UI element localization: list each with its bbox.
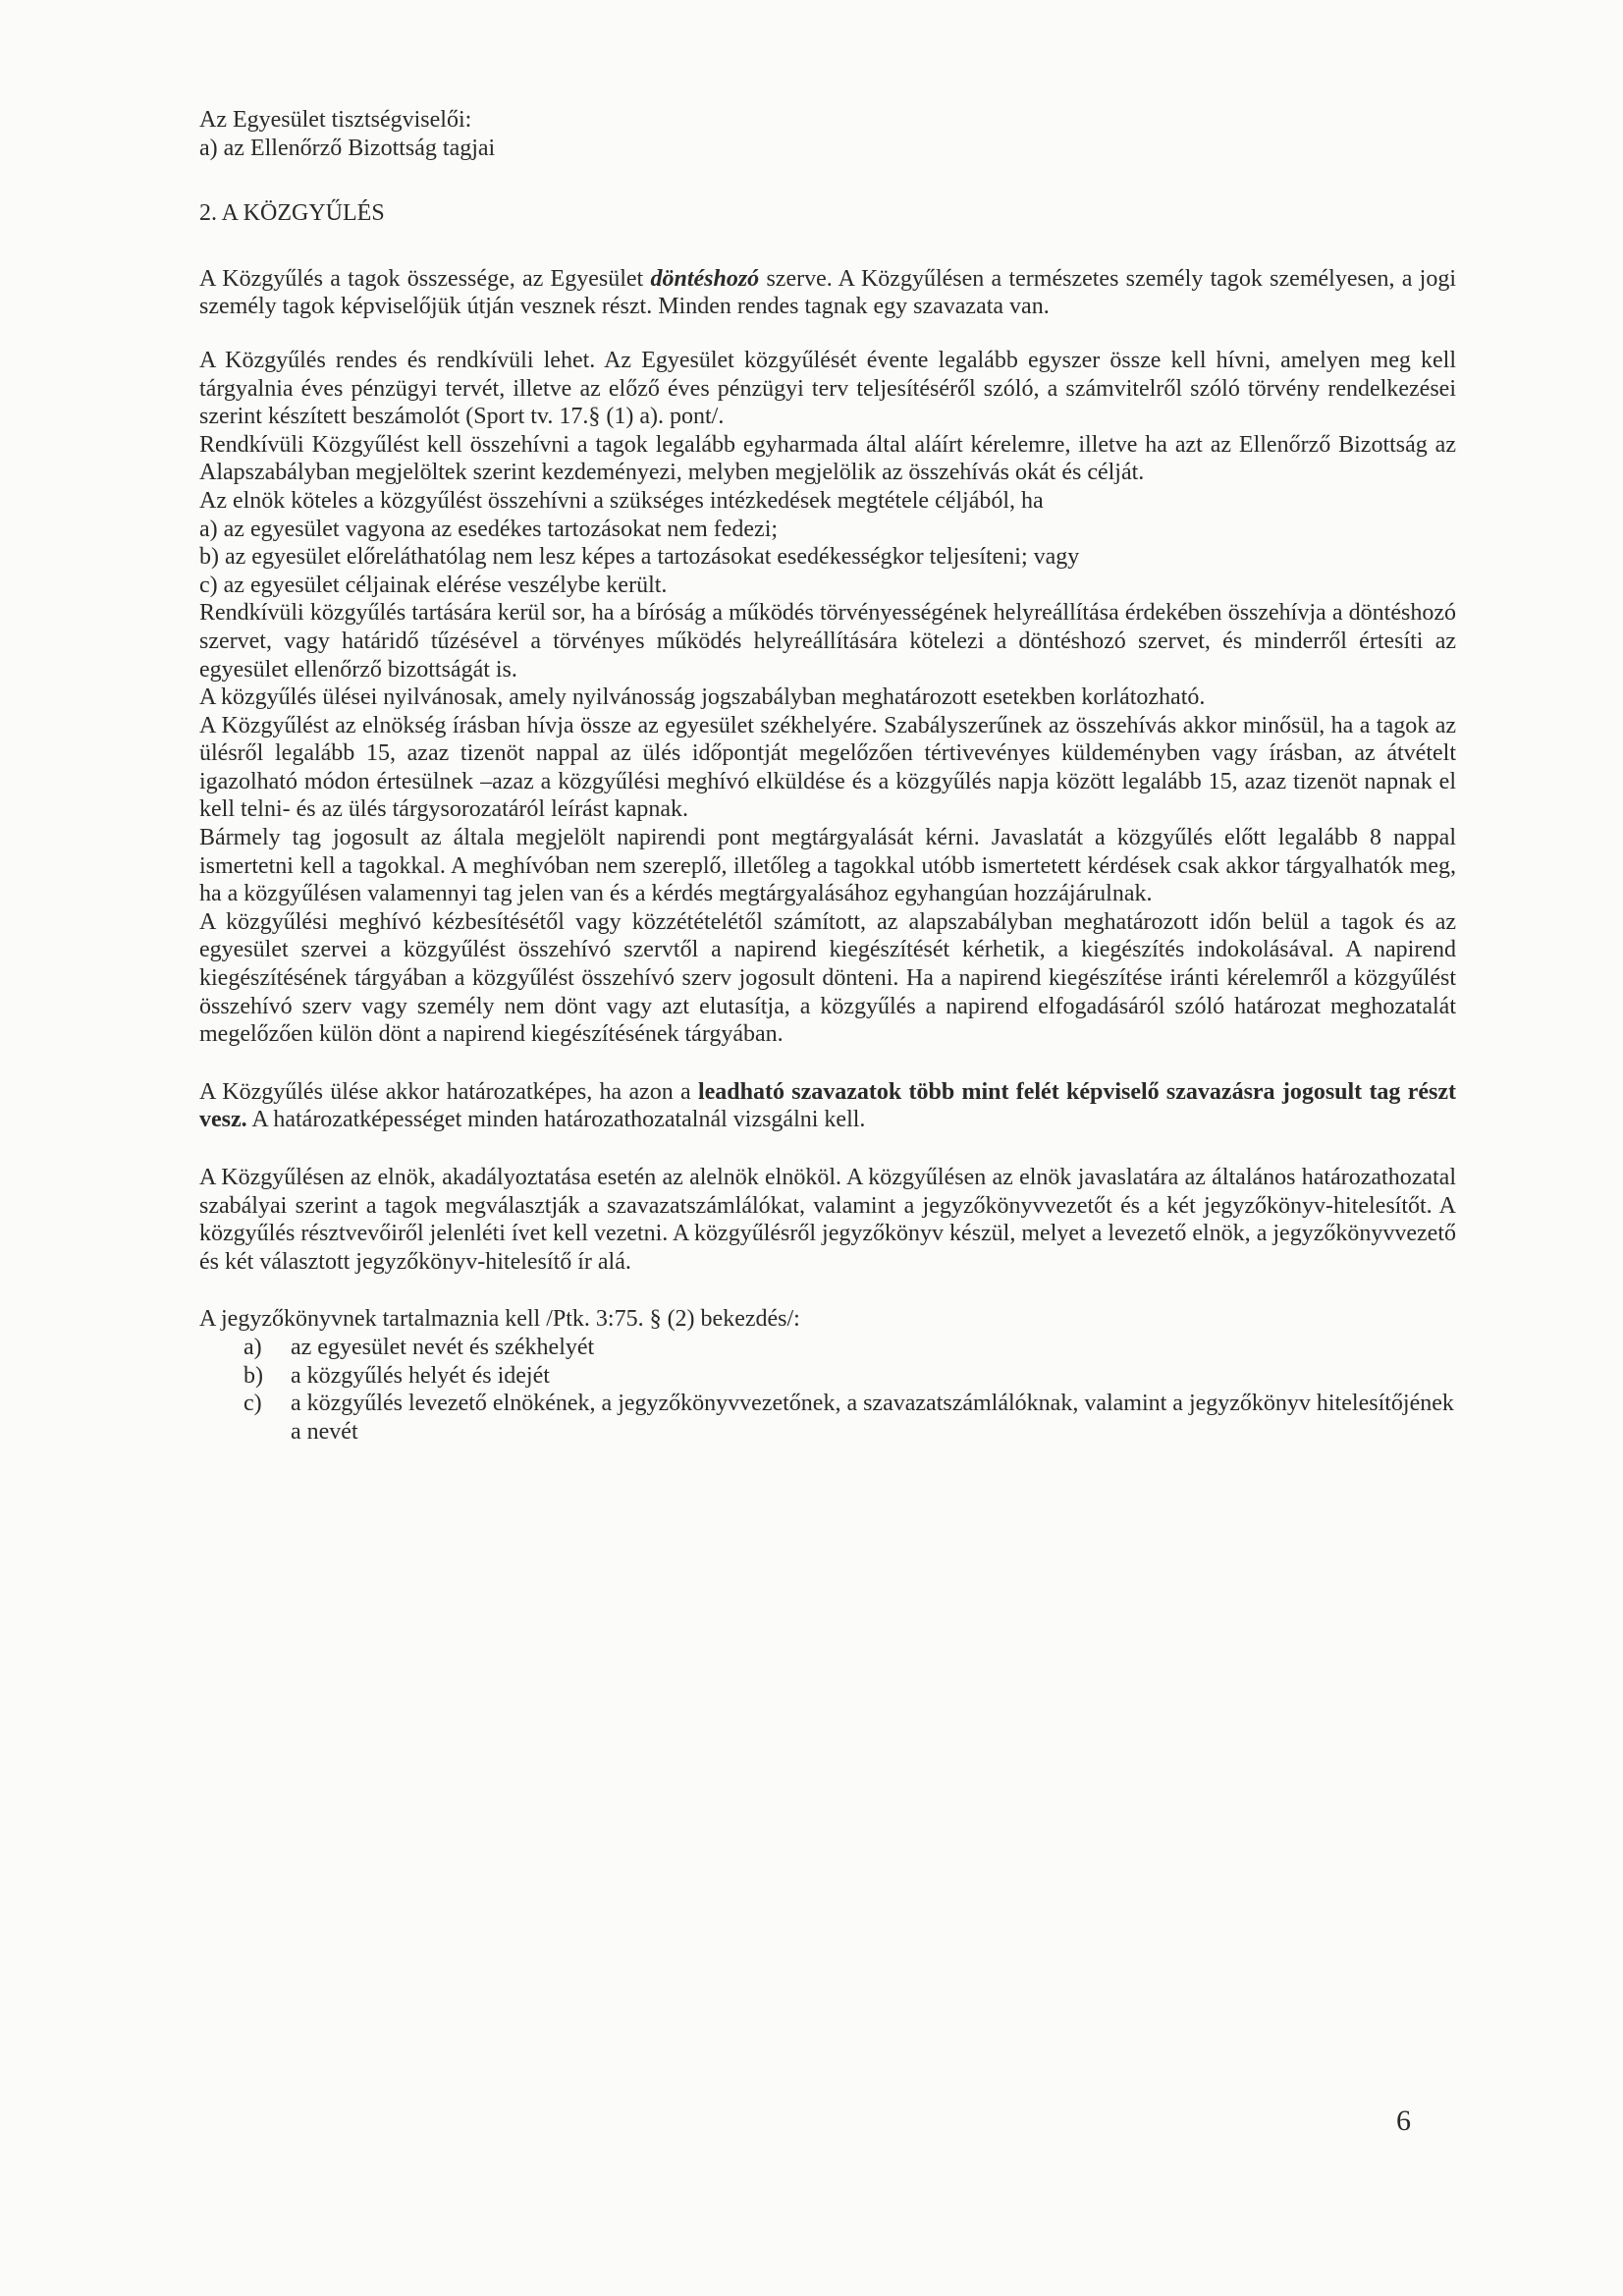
paragraph-8: Bármely tag jogosult az általa megjelölt napirendi pont megtárgyalását kérni. Javaslatát a közgyűlés előtt legalább 8 nappal ismertetni kell a tagokkal. A meghívóban nem szereplő, illetőleg a tagokkal utóbb ismertetett kérdések csak akkor tárgyalhatók meg, ha a közgyűlésen valamennyi tag jelen van és a kérdés megtárgyalásához egyhangúan hozzájárulnak.: [199, 825, 1456, 907]
paragraph-4-item-c: c) az egyesület céljainak elérése veszélybe került.: [199, 572, 668, 598]
list-item-text: a közgyűlés helyét és idejét: [291, 1362, 550, 1389]
list-item: [199, 1334, 1456, 1362]
paragraph-1-emphasis: döntéshozó: [650, 265, 760, 292]
document-body: [199, 106, 1456, 1446]
list-item-text: az egyesület nevét és székhelyét: [291, 1334, 595, 1360]
header-line-2: a) az Ellenőrző Bizottság tagjai: [199, 135, 496, 161]
paragraph-10-post: A határozatképességet minden határozathozatalnál vizsgálni kell.: [246, 1107, 866, 1133]
paragraph-7: A Közgyűlést az elnökség írásban hívja össze az egyesület székhelyére. Szabályszerűnek az összehívás akkor minősül, ha a tagok az ülésről legalább 15, azaz tizenöt nappal az ülés időpontját megelőzően tértivevényes küldeményben vagy írásban, az átvételt igazolható módon értesülnek –azaz a közgyűlési meghívó elküldése és a közgyűlés napja között legalább 15, azaz tizenöt napnak el kell telni- és az ülés tárgysorozatáról leírást kapnak.: [199, 712, 1456, 823]
paragraph-12-intro: A jegyzőkönyvnek tartalmaznia kell /Ptk. 3:75. § (2) bekezdés/:: [199, 1306, 800, 1333]
list-item: [199, 1362, 1456, 1391]
paragraph-1-pre: A Közgyűlés a tagok összessége, az Egyesület: [199, 265, 651, 292]
paragraph-4-item-b: b) az egyesület előreláthatólag nem lesz képes a tartozásokat esedékességkor teljesíteni; vagy: [199, 544, 1080, 571]
page-number: 6: [1396, 2105, 1411, 2137]
paragraph-3: Rendkívüli Közgyűlést kell összehívni a tagok legalább egyharmada által aláírt kérelemre, illetve ha azt az Ellenőrző Bizottság az Alapszabályban megjelöltek szerint kezdeményezi, melyben megjelölik az összehívás okát és célját.: [199, 431, 1456, 486]
paragraph-2: A Közgyűlés rendes és rendkívüli lehet. Az Egyesület közgyűlését évente legalább egyszer össze kell hívni, amelyen meg kell tárgyalnia éves pénzügyi tervét, illetve az előző éves pénzügyi terv teljesítéséről szóló, a számvitelről szóló törvény rendelkezései szerint készített beszámolót (Sport tv. 17.§ (1) a). pont/.: [199, 347, 1456, 430]
list-marker: b): [243, 1362, 263, 1389]
header-line-1: Az Egyesület tisztségviselői:: [199, 107, 472, 133]
paragraph-10: [199, 1078, 1456, 1134]
paragraph-9: A közgyűlési meghívó kézbesítésétől vagy közzétételétől számított, az alapszabályban meghatározott időn belül a tagok és az egyesület szervei a közgyűlést összehívó szervtől a napirend kiegészítését kérhetik, a kiegészítés indokolásával. A napirend kiegészítésének tárgyában a közgyűlést összehívó szerv jogosult dönteni. Ha a napirend kiegészítése iránti kérelemről a közgyűlést összehívó szerv vagy személy nem dönt vagy azt elutasítja, a közgyűlés a napirend elfogadásáról szóló határozat meghozatalát megelőzően külön dönt a napirend kiegészítésének tárgyában.: [199, 908, 1456, 1048]
list-marker: a): [243, 1334, 262, 1360]
paragraph-1: [199, 265, 1456, 321]
section-title: 2. A KÖZGYŰLÉS: [199, 200, 385, 227]
list-item: [199, 1390, 1456, 1446]
paragraph-10-bold: leadható szavazatok több mint felét képviselő szavazásra jogosult tag részt vesz.: [199, 1078, 1456, 1133]
paragraph-4-intro: Az elnök köteles a közgyűlést összehívni a szükséges intézkedések megtétele céljából, ha: [199, 487, 1044, 514]
paragraph-1-post: szerve. A Közgyűlésen a természetes személy tagok személyesen, a jogi személy tagok képviselőjük útján vesznek részt. Minden rendes tagnak egy szavazata van.: [199, 265, 1456, 320]
list-item-text: a közgyűlés levezető elnökének, a jegyzőkönyvvezetőnek, a szavazatszámlálóknak, valamint a jegyzőkönyv hitelesítőjének a nevét: [291, 1391, 1454, 1445]
paragraph-6: A közgyűlés ülései nyilvánosak, amely nyilvánosság jogszabályban meghatározott esetekben korlátozható.: [199, 684, 1206, 711]
minutes-requirements-list: [199, 1334, 1456, 1446]
list-marker: c): [243, 1391, 262, 1417]
paragraph-4-item-a: a) az egyesület vagyona az esedékes tartozásokat nem fedezi;: [199, 516, 779, 542]
paragraph-5: Rendkívüli közgyűlés tartására kerül sor, ha a bíróság a működés törvényességének helyreállítása érdekében összehívja a döntéshozó szervet, vagy határidő tűzésével a törvényes működés helyreállítására kötelezi a döntéshozó szervet, és minderről értesíti az egyesület ellenőrző bizottságát is.: [199, 600, 1456, 683]
paragraph-11: A Közgyűlésen az elnök, akadályoztatása esetén az alelnök elnököl. A közgyűlésen az elnök javaslatára az általános határozathozatal szabályai szerint a tagok megválasztják a szavazatszámlálókat, valamint a jegyzőkönyvvezetőt és a két jegyzőkönyv-hitelesítőt. A közgyűlés résztvevőiről jelenléti ívet kell vezetni. A közgyűlésről jegyzőkönyv készül, melyet a levezető elnök, a jegyzőkönyvvezető és két választott jegyzőkönyv-hitelesítő ír alá.: [199, 1165, 1456, 1275]
paragraph-10-pre: A Közgyűlés ülése akkor határozatképes, ha azon a: [199, 1078, 698, 1105]
